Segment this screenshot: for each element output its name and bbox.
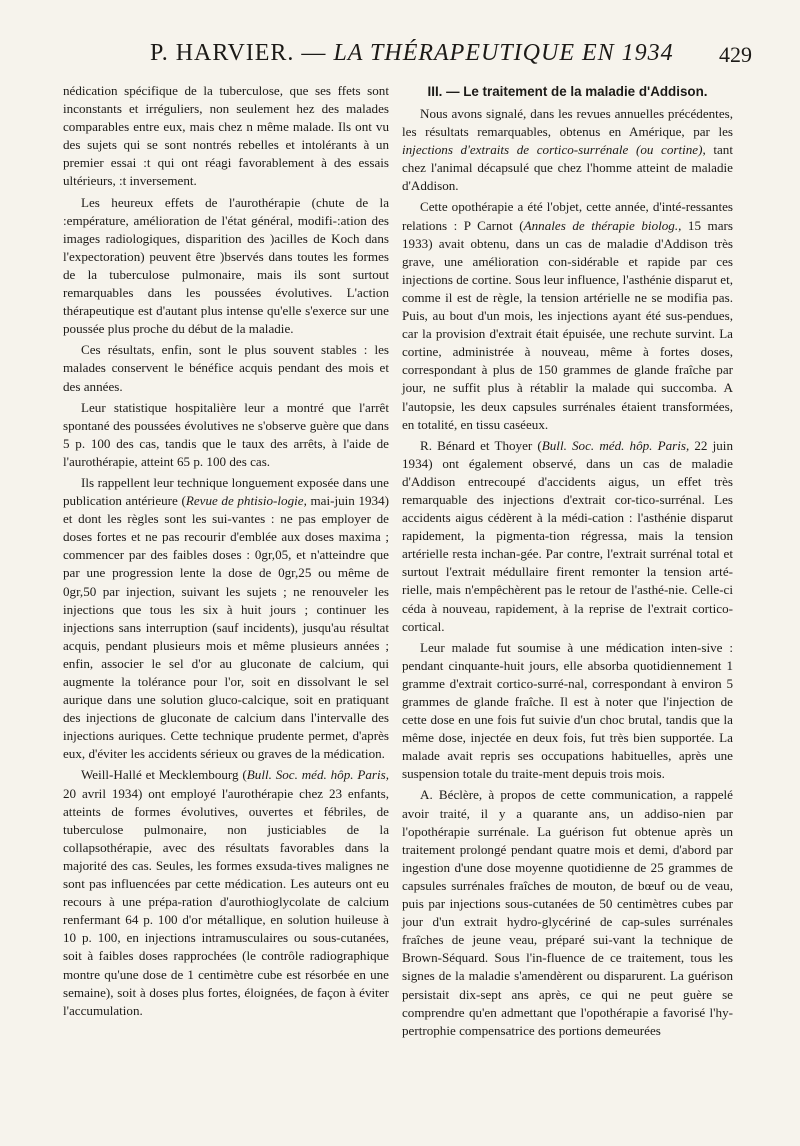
section-heading: III. — Le traitement de la maladie d'Addison. bbox=[427, 84, 708, 99]
page-number: 429 bbox=[719, 42, 752, 67]
paragraph: Les heureux effets de l'aurothérapie (chute de la :empérature, amélioration de l'état général, modifi-:ation des images radiologiques, disparition des )acilles de Koch dans l'expectoration) peuvent être )bservés dans toutes les formes de la tuberculose pulmonaire, mais ils sont surtout remarquables dans les poussées évolutives. L'action thérapeutique est d'autant plus intense qu'elle s'exerce sur une poussée plus proche du début de la maladie. bbox=[63, 194, 389, 337]
paragraph: Leur statistique hospitalière leur a montré que l'arrêt spontané des poussées évolutives ne s'observe guère que dans 5 p. 100 des cas, tandis que le taux des arrêts, à l'aide de l'aurothérapie, atteint 65 p. 100 des cas. bbox=[63, 399, 389, 469]
paragraph-text: Nous avons signalé, dans les revues annuelles précédentes, les résultats remarquables, obtenus en Amérique, par les bbox=[402, 106, 733, 140]
paragraph bbox=[402, 437, 733, 636]
running-head bbox=[0, 40, 800, 76]
citation: Revue de phtisio-logie, bbox=[185, 493, 307, 509]
paragraph: A. Béclère, à propos de cette communication, a rappelé avoir traité, il y a quarante ans, un addiso-nien par l'opothérapie surrénale. La guérison fut obtenue après un traitement prolongé pendant quatre mois et demi, d'abord par ingestion d'une dose moyenne quotidienne de 25 grammes de capsules surrénales fraîches de mouton, de bœuf ou de veau, puis par injections sous-cutanées de 50 centimètres cubes par jour d'un extrait hydro-glycériné de cap-sules surrénales fraîches de jeune veau, préparé sui-vant la technique de Brown-Séquard. Sous l'in-fluence de ce traitement, tous les signes de la maladie s'amendèrent ou disparurent. La guérison persistait dix-sept ans après, ce qui ne peut guère se comprendre qu'en admettant que l'opothérapie a favorisé l'hy-pertrophie compensatrice des portions demeurées bbox=[402, 787, 733, 1038]
paragraph: nédication spécifique de la tuberculose, que ses ffets sont inconstants et irréguliers, non seulement hez des malades comparables entre eux, mais chez n même malade. Ils ont vu des sujets qui se sont nontrés rebelles et intolérants à un premier essai :t qui ont réagi favorablement à des essais ultérieurs, :t inversement. bbox=[63, 83, 389, 189]
paragraph bbox=[63, 766, 389, 1019]
paragraph-text: 22 juin 1934) ont également observé, dans un cas de maladie d'Addison entrecoupé d'accidents aigus, un effet très remarquable des injections d'extrait cor-tico-surrénal. Les accidents aigus cédèrent à la médi-cation : l'asthénie disparut rapidement, la pigmenta-tion régressa, mais la tension artérielle resta inchan-gée. Par contre, l'extrait surrénal total et surtout l'extrait médullaire firent remonter la tension arté-rielle, mais n'empêchèrent pas le retour de l'asthé-nie. Celle-ci céda à nouveau, rapidement, à la reprise de l'extrait cortico-cortical. bbox=[402, 437, 733, 634]
paragraph-text: Weill-Hallé et Mecklembourg ( bbox=[81, 767, 247, 783]
paragraph-text: mai-juin 1934) et dont les règles sont les sui-vantes : ne pas employer de doses fortes et ne pas recourir d'emblée aux doses maxima ; commencer par des faibles doses : 0gr,05, et n'atteindre que par une progression lente la dose de 0gr,25 ou même de 0gr,50 par injection, suivant les sujets ; ne renouveler les injections que tous les six à huit jours ; continuer les injections sans interruption (sauf incidents), jusqu'au résultat acquis, pendant plusieurs mois et même plusieurs années ; enfin, associer le sel d'or au gluconate de calcium, qui augmente la tolérance pour l'or, soit en dissolvant le sel aurique dans une solution gluco-calcique, soit en pratiquant des injections de gluconate de calcium dans l'intervalle des injections auriques. Cette technique prudente permet, d'après eux, d'éviter les accidents sérieux ou graves de la médication. bbox=[63, 493, 389, 762]
paragraph: Leur malade fut soumise à une médication inten-sive : pendant cinquante-huit jours, elle absorba quotidiennement 1 gramme d'extrait cortico-surré-nal, correspondant à environ 5 grammes de glande fraîche. Il est à noter que l'injection de cette dose en une fois fut suivie d'un choc brutal, tandis que la même dose, injectée en deux fois, fut très bien supportée. La malade avait repris ses occupations habituelles, après une suspension totale du traite-ment depuis trois mois. bbox=[402, 639, 733, 782]
left-column bbox=[63, 82, 389, 1020]
paragraph-text: 20 avril 1934) ont employé l'aurothérapie chez 23 enfants, atteints de formes évolutives, ouvertes et fébriles, de tuberculose pulmonaire, non justiciables de la collapsothérapie, avec des résultats favorables dans la majorité des cas. Seules, les formes exsuda-tives malignes ne sont pas influencées par cette médication. Les auteurs ont eu recours à une prépa-ration d'aurothioglycolate de calcium renfermant 64 p. 100 d'or métallique, en solution huileuse à 10 p. 100, en injections intramusculaires ou sous-cutanées, soit à faibles doses rapprochées (le contrôle radiographique montre qu'une dose de 1 centimètre cube est résorbée en une semaine), soit à doses plus fortes, éloignées, de façon à éviter l'accumulation. bbox=[63, 785, 389, 1018]
paragraph bbox=[63, 474, 389, 764]
right-column bbox=[402, 82, 733, 1040]
paragraph bbox=[402, 198, 733, 433]
paragraph bbox=[402, 105, 733, 195]
paragraph-text: Ils rappellent leur technique longuement exposée dans une publication antérieure ( bbox=[63, 474, 389, 509]
paragraph: Ces résultats, enfin, sont le plus souvent stables : les malades conservent le bénéfice acquis pendant des mois et des années. bbox=[63, 342, 389, 394]
article-title: LA THÉRAPEUTIQUE EN 1934 bbox=[333, 40, 674, 66]
running-title bbox=[150, 40, 674, 67]
author-name: P. HARVIER. — bbox=[150, 40, 327, 66]
citation: Bull. Soc. méd. hôp. Paris, bbox=[541, 437, 690, 453]
paragraph-text: tant chez l'animal décapsulé que chez l'homme atteint de maladie d'Addison. bbox=[402, 142, 733, 194]
citation: Bull. Soc. méd. hôp. Paris, bbox=[246, 767, 389, 783]
paragraph-text: R. Bénard et Thoyer ( bbox=[420, 437, 542, 453]
citation: Annales de thérapie biolog., bbox=[523, 217, 682, 233]
paragraph-text: Cette opothérapie a été l'objet, cette année, d'inté-ressantes relations : P Carnot ( bbox=[402, 199, 733, 233]
citation: injections d'extraits de cortico-surrénale (ou cortine), bbox=[402, 142, 706, 158]
paragraph-text: 15 mars 1933) avait obtenu, dans un cas de maladie d'Addison très grave, une amélioration con-sidérable et rapide par ces injections de cortine. Sous leur influence, l'asthénie disparut et, comme il est de règle, la tension artérielle ne se modifia pas. Puis, au bout d'un mois, les injections ayant été sus-pendues, car la provision d'extrait était épuisée, une rechute survint. La cortine, administrée à nouveau, même à fortes doses, correspondant à plus de 150 grammes de glande fraîche par jour, ne suffit plus à rétablir la malade qui succomba. A l'autopsie, les deux capsules surrénales étaient transformées, en totalité, en tissu caséeux. bbox=[402, 217, 733, 432]
